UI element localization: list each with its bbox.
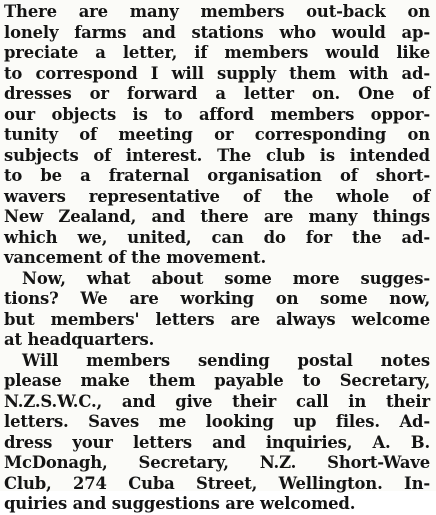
text-line: dress your letters and inquiries, A. B. <box>4 432 430 452</box>
text-line: our objects is to afford members oppor- <box>4 104 430 124</box>
text-line: to be a fraternal organisation of short- <box>4 166 430 185</box>
text-line: preciate a letter, if members would like <box>4 43 430 62</box>
text-line: dresses or forward a letter on. One of <box>4 84 430 103</box>
text-line: Will members sending postal notes <box>22 350 430 370</box>
text-line: letters. Saves me looking up files. Ad- <box>4 412 430 431</box>
text-line: at headquarters. <box>4 330 155 349</box>
text-line: but members' letters are always welcome <box>4 309 430 329</box>
paragraph-postal-notes <box>4 351 430 515</box>
text-line: subjects of interest. The club is intended <box>4 145 430 165</box>
text-line: Now, what about some more sugges- <box>22 268 430 288</box>
text-line: McDonagh, Secretary, N.Z. Short-Wave <box>4 453 430 472</box>
text-line: please make them payable to Secretary, <box>4 371 430 390</box>
paragraph-suggestions <box>4 269 430 351</box>
text-line: N.Z.S.W.C., and give their call in their <box>4 391 430 411</box>
text-line: to correspond I will supply them with ad- <box>4 63 430 83</box>
text-line: New Zealand, and there are many things <box>4 207 430 226</box>
text-line: wavers representative of the whole of <box>4 186 430 206</box>
text-line: There are many members out-back on <box>4 2 430 21</box>
text-line: tions? We are working on some now, <box>4 289 430 308</box>
text-line: which we, united, can do for the ad- <box>4 227 430 247</box>
text-line: quiries and suggestions are welcomed. <box>4 494 356 513</box>
text-line: Club, 274 Cuba Street, Wellington. In- <box>4 473 430 493</box>
text-line: tunity of meeting or corresponding on <box>4 125 430 144</box>
text-line: lonely farms and stations who would ap- <box>4 22 430 42</box>
text-line: vancement of the movement. <box>4 248 267 267</box>
paragraph-members-out-back <box>4 2 430 269</box>
